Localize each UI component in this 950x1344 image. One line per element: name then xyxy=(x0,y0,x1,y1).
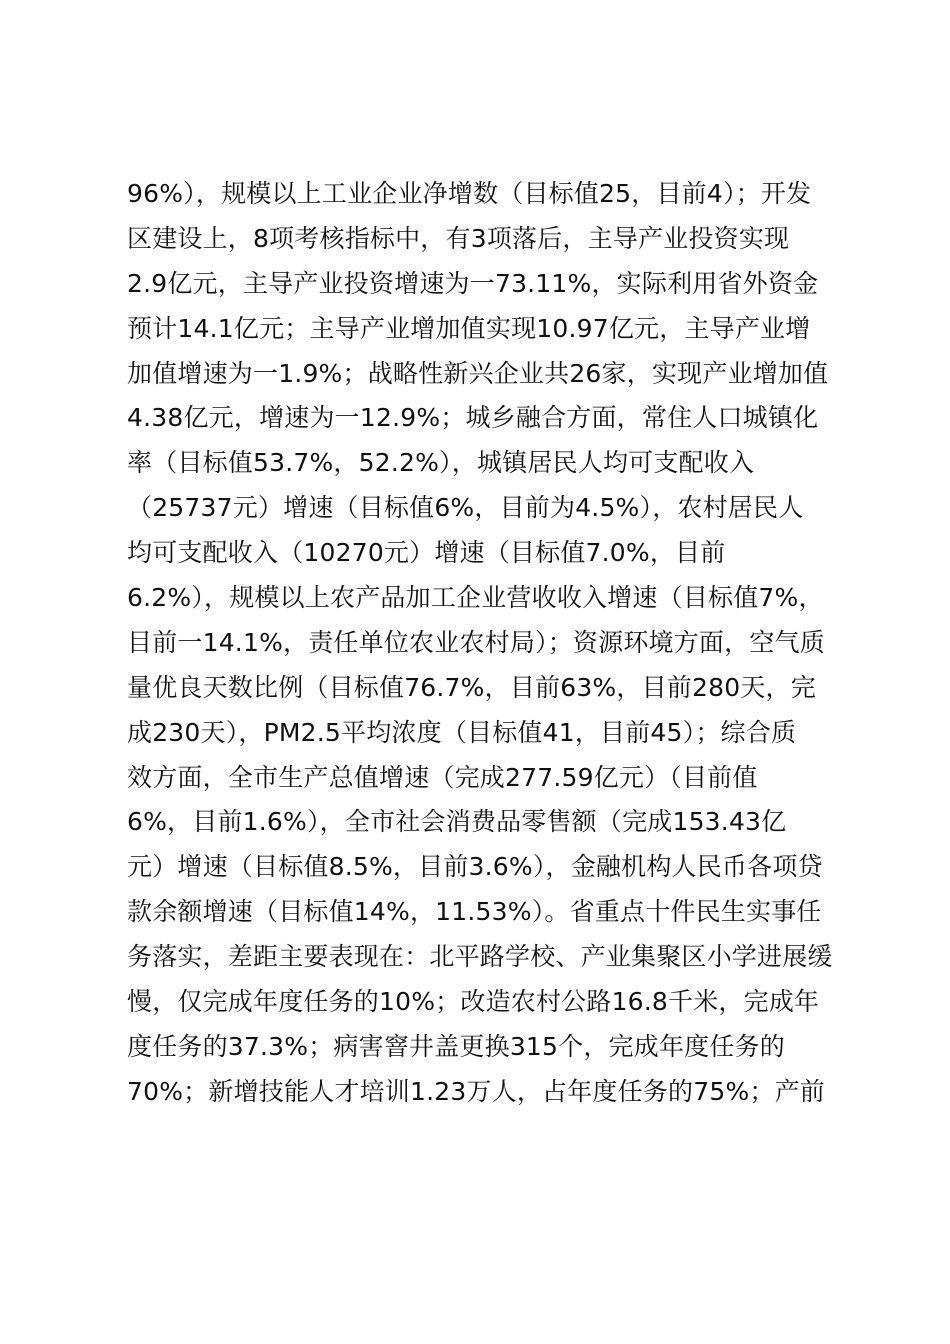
text-line: 目前一14.1%，责任单位农业农村局）；资源环境方面，空气质 xyxy=(127,627,825,657)
text-line: 加值增速为一1.9%；战略性新兴企业共26家，实现产业增加值 xyxy=(127,358,829,388)
text-line: 务落实，差距主要表现在：北平路学校、产业集聚区小学进展缓 xyxy=(127,942,833,972)
text-line: 96%），规模以上工业企业净增数（目标值25，目前4）；开发 xyxy=(127,179,812,208)
text-line: 2.9亿元，主导产业投资增速为一73.11%，实际利用省外资金 xyxy=(127,268,819,298)
text-line: 效方面，全市生产总值增速（完成277.59亿元）（目前值 xyxy=(127,762,758,792)
text-line: 元）增速（目标值8.5%，目前3.6%），金融机构人民币各项贷 xyxy=(127,852,823,882)
text-line: 量优良天数比例（目标值76.7%，目前63%，目前280天，完 xyxy=(127,672,816,702)
text-line: 70%；新增技能人才培训1.23万人，占年度任务的75%；产前 xyxy=(127,1076,825,1106)
text-line: 均可支配收入（10270元）增速（目标值7.0%，目前 xyxy=(127,538,726,568)
text-line: 区建设上，8项考核指标中，有3项落后，主导产业投资实现 xyxy=(127,223,790,253)
text-line: 6.2%），规模以上农产品加工企业营收收入增速（目标值7%， xyxy=(127,583,824,613)
text-line: 4.38亿元，增速为一12.9%；城乡融合方面，常住人口城镇化 xyxy=(127,403,819,433)
text-line: 预计14.1亿元；主导产业增加值实现10.97亿元，主导产业增 xyxy=(127,313,811,343)
text-line: （25737元）增速（目标值6%，目前为4.5%），农村居民人 xyxy=(127,493,804,523)
text-line: 成230天），PM2.5平均浓度（目标值41，目前45）；综合质 xyxy=(127,717,797,747)
body-paragraph xyxy=(127,172,837,1115)
text-line: 6%，目前1.6%），全市社会消费品零售额（完成153.43亿 xyxy=(127,807,787,837)
text-line: 度任务的37.3%；病害窨井盖更换315个，完成年度任务的 xyxy=(127,1031,785,1061)
text-line: 慢，仅完成年度任务的10%；改造农村公路16.8千米，完成年 xyxy=(127,987,820,1017)
text-line: 率（目标值53.7%，52.2%），城镇居民人均可支配收入 xyxy=(127,448,755,478)
text-line: 款余额增速（目标值14%，11.53%）。省重点十件民生实事任 xyxy=(127,897,822,927)
